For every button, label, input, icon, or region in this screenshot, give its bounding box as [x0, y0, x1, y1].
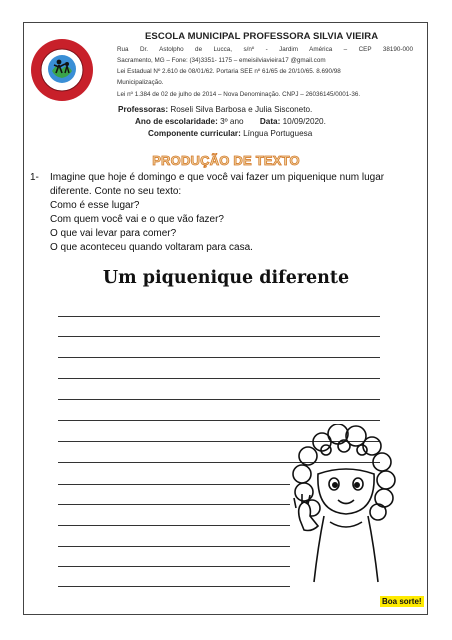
address-line-2: Sacramento, MG – Fone: (34)3351- 1175 – emeisilviavieira17 @gmail.com — [117, 57, 326, 64]
date-value: 10/09/2020. — [282, 117, 326, 126]
grade-date-row — [135, 117, 326, 126]
writing-line[interactable] — [58, 316, 380, 317]
teachers-row — [118, 105, 312, 114]
school-logo — [30, 38, 94, 102]
writing-line[interactable] — [58, 399, 380, 400]
writing-line[interactable] — [58, 420, 380, 421]
component-label: Componente curricular: — [148, 129, 241, 138]
question-line-3: Como é esse lugar? — [50, 200, 140, 211]
teachers-value: Roseli Silva Barbosa e Julia Sisconeto. — [170, 105, 313, 114]
writing-line[interactable] — [58, 378, 380, 379]
question-line-2: diferente. Conte no seu texto: — [50, 186, 182, 197]
school-name: ESCOLA MUNICIPAL PROFESSORA SILVIA VIEIRA — [145, 31, 379, 42]
address-line-5: Lei nº 1.384 de 02 de julho de 2014 – Nova Denominação. CNPJ – 26036145/0001-36. — [117, 91, 361, 98]
question-line-6: O que aconteceu quando voltaram para casa. — [50, 242, 253, 253]
address-line-3: Lei Estadual Nº 2.610 de 08/01/62. Portaria SEE nº 61/65 de 20/10/65. 8.690/98 — [117, 68, 341, 75]
writing-line[interactable] — [58, 504, 290, 505]
question-line-5: O que vai levar para comer? — [50, 228, 177, 239]
writing-line[interactable] — [58, 546, 290, 547]
component-value: Língua Portuguesa — [243, 129, 313, 138]
writing-area-title: Um piquenique diferente — [102, 268, 350, 288]
question-line-4: Com quem você vai e o que vão fazer? — [50, 214, 224, 225]
writing-line[interactable] — [58, 586, 290, 587]
address-line-4: Municipalização. — [117, 79, 164, 86]
component-row — [148, 129, 312, 138]
date-label: Data: — [259, 117, 281, 126]
question-number: 1- — [30, 172, 39, 183]
grade-label: Ano de escolaridade: — [135, 117, 218, 126]
writing-line[interactable] — [58, 336, 380, 337]
teachers-label: Professoras: — [118, 105, 169, 114]
writing-line[interactable] — [58, 525, 290, 526]
girl-illustration — [286, 424, 398, 584]
writing-line[interactable] — [58, 566, 290, 567]
grade-value: 3º ano — [220, 117, 244, 126]
closing-message: Boa sorte! — [382, 597, 422, 606]
activity-title: PRODUÇÃO DE TEXTO — [152, 153, 300, 168]
writing-line[interactable] — [58, 484, 290, 485]
writing-line[interactable] — [58, 357, 380, 358]
question-line-1: Imagine que hoje é domingo e que você vai fazer um piquenique num lugar — [50, 172, 385, 183]
address-line-1: Rua Dr. Astolpho de Lucca, s/nº - Jardim América – CEP 38190-000 — [117, 46, 413, 53]
